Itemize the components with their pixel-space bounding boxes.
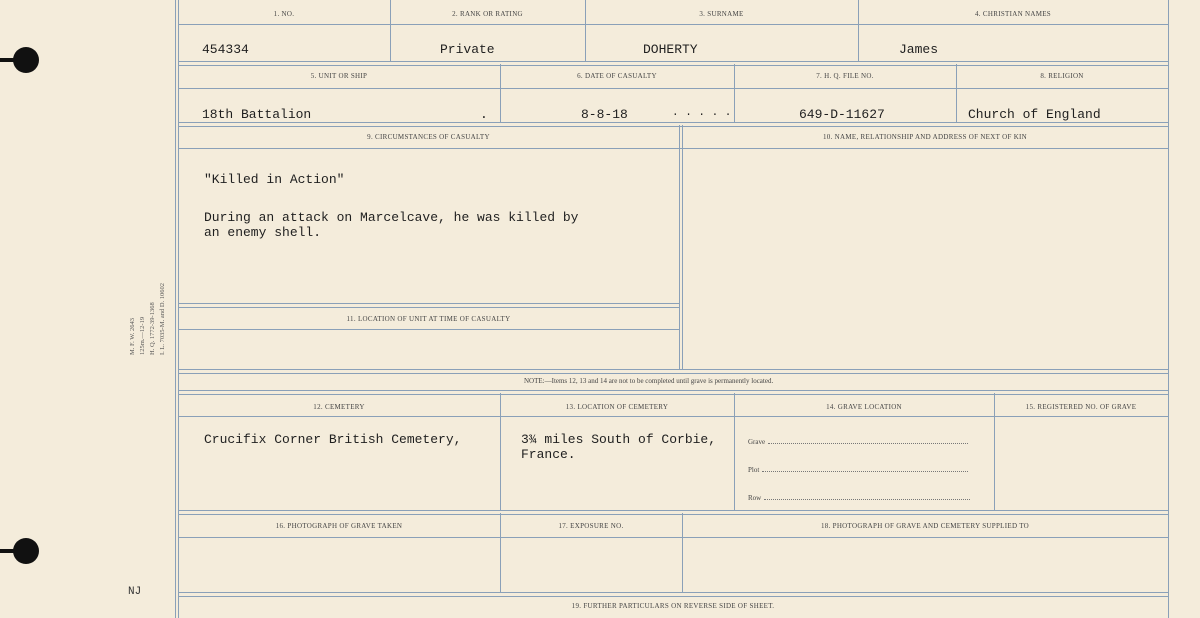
label-hq-file: 7. H. Q. FILE NO. <box>816 72 874 80</box>
label-no: 1. NO. <box>273 10 295 18</box>
note-text: NOTE:—Items 12, 13 and 14 are not to be completed until grave is permanently located. <box>524 377 774 385</box>
row5-label-rule <box>178 537 1168 538</box>
value-religion: Church of England <box>968 107 1101 122</box>
frame-left <box>175 0 176 618</box>
value-circumstances-detail: During an attack on Marcelcave, he was killed by an enemy shell. <box>204 210 579 240</box>
row1-label-rule <box>178 24 1168 25</box>
row4-top-rule <box>178 390 1168 395</box>
label-date-of-casualty: 6. DATE OF CASUALTY <box>577 72 657 80</box>
value-circumstances-status: "Killed in Action" <box>204 172 345 187</box>
form-code-line: H. Q. 1772-39-1368 <box>149 302 156 355</box>
value-surname: DOHERTY <box>643 42 698 57</box>
form-code-line: 125m.—12-19 <box>139 316 146 355</box>
row4-label-rule <box>178 416 1168 417</box>
value-date-of-casualty: 8-8-18 <box>581 107 628 122</box>
form-code-line: I. L. 7035-M. and D. 10602 <box>159 282 166 355</box>
label-location-of-unit: 11. LOCATION OF UNIT AT TIME OF CASUALTY <box>346 315 511 323</box>
row2-top-rule <box>178 61 1168 66</box>
value-date-dots: . . . . . <box>672 107 732 119</box>
label-grave-location: 14. GRAVE LOCATION <box>826 403 902 411</box>
location-unit-label-rule <box>178 329 679 330</box>
value-location-of-cemetery: 3¾ miles South of Corbie, France. <box>521 432 717 462</box>
value-cemetery: Crucifix Corner British Cemetery, <box>204 432 462 447</box>
plot-field-label: Plot <box>748 466 760 474</box>
value-rank: Private <box>440 42 495 57</box>
label-photo-supplied: 18. PHOTOGRAPH OF GRAVE AND CEMETERY SUPPLIED TO <box>820 522 1030 530</box>
grave-field-row <box>748 494 970 502</box>
label-photo-taken: 16. PHOTOGRAPH OF GRAVE TAKEN <box>275 522 403 530</box>
frame-right <box>1168 0 1169 618</box>
label-registered-no: 15. REGISTERED NO. OF GRAVE <box>1025 403 1137 411</box>
value-christian-names: James <box>899 42 939 57</box>
punch-hole-top <box>13 47 39 73</box>
form-code-line: M. F. W. 2643 <box>129 317 136 355</box>
label-location-of-cemetery: 13. LOCATION OF CEMETERY <box>565 403 669 411</box>
row3-divider <box>679 125 680 370</box>
value-unit-mark: . <box>480 107 488 122</box>
label-unit: 5. UNIT OR SHIP <box>310 72 368 80</box>
label-surname: 3. SURNAME <box>699 10 744 18</box>
clerk-initials: NJ <box>128 586 142 598</box>
value-service-number: 454334 <box>202 42 249 57</box>
footer-text: 19. FURTHER PARTICULARS ON REVERSE SIDE OF SHEET. <box>571 602 775 610</box>
label-rank: 2. RANK OR RATING <box>452 10 523 18</box>
value-unit: 18th Battalion <box>202 107 312 122</box>
location-unit-rule <box>178 303 679 308</box>
label-cemetery: 12. CEMETERY <box>313 403 365 411</box>
punch-hole-bottom <box>13 538 39 564</box>
label-religion: 8. RELIGION <box>1040 72 1084 80</box>
form-codes <box>128 283 168 355</box>
row3-top-rule <box>178 122 1168 127</box>
grave-field-label: Grave <box>748 438 766 446</box>
row-field-label: Row <box>748 494 762 502</box>
note-top-rule <box>178 369 1168 374</box>
row3-divider-inner <box>682 125 683 370</box>
label-christian-names: 4. CHRISTIAN NAMES <box>975 10 1051 18</box>
grave-field-grave <box>748 438 968 446</box>
footer-rule <box>178 592 1168 597</box>
row2-label-rule <box>178 88 1168 89</box>
label-next-of-kin: 10. NAME, RELATIONSHIP AND ADDRESS OF NEXT OF KIN <box>822 133 1028 141</box>
label-circumstances: 9. CIRCUMSTANCES OF CASUALTY <box>367 133 490 141</box>
row3-label-rule <box>178 148 1168 149</box>
value-hq-file: 649-D-11627 <box>799 107 885 122</box>
row5-top-rule <box>178 510 1168 515</box>
label-exposure-no: 17. EXPOSURE NO. <box>558 522 624 530</box>
grave-field-plot <box>748 466 968 474</box>
